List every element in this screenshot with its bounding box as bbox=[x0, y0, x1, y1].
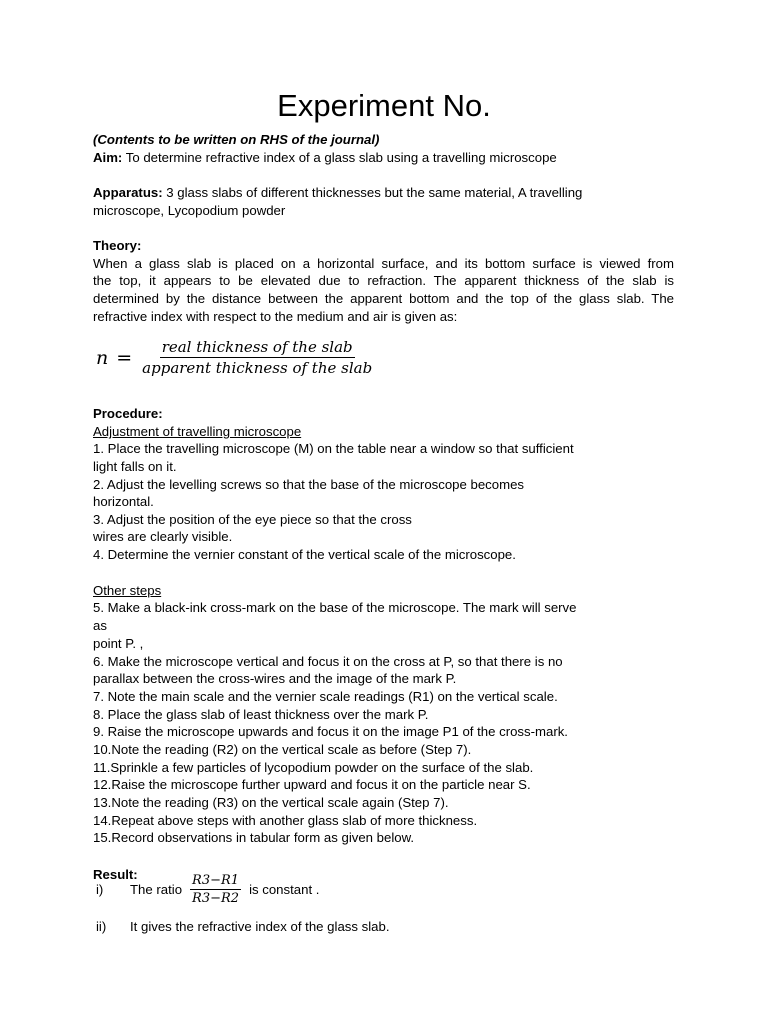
theory-line: refractive index with respect to the medium and air is given as: bbox=[93, 309, 458, 324]
theory-line: When a glass slab is placed on a horizontal surface, and its bottom surface is viewed from bbox=[93, 256, 674, 271]
procedure-step: 12.Raise the microscope further upward and focus it on the particle near S. bbox=[93, 777, 531, 792]
procedure-step: 13.Note the reading (R3) on the vertical scale again (Step 7). bbox=[93, 795, 449, 810]
procedure-step: 9. Raise the microscope upwards and focus it on the image P1 of the cross-mark. bbox=[93, 724, 568, 739]
theory-heading: Theory: bbox=[93, 238, 142, 253]
result-item-number: i) bbox=[96, 882, 104, 897]
result-item-number: ii) bbox=[96, 919, 107, 934]
procedure-step: 8. Place the glass slab of least thickness over the mark P. bbox=[93, 707, 429, 722]
procedure-step: 1. Place the travelling microscope (M) on the table near a window so that sufficient bbox=[93, 441, 574, 456]
procedure-step: 2. Adjust the levelling screws so that the base of the microscope becomes bbox=[93, 477, 525, 492]
result-ratio-prefix: The ratio bbox=[130, 882, 183, 897]
formula-lhs: n bbox=[96, 346, 109, 369]
apparatus-label: Apparatus: bbox=[93, 185, 163, 200]
result-item-text: It gives the refractive index of the glass slab. bbox=[130, 919, 390, 934]
aim-label: Aim: bbox=[93, 150, 123, 165]
result-item-2 bbox=[96, 918, 390, 935]
procedure-step: horizontal. bbox=[93, 494, 154, 509]
procedure-step: 7. Note the main scale and the vernier scale readings (R1) on the vertical scale. bbox=[93, 689, 558, 704]
procedure-step: 11.Sprinkle a few particles of lycopodium powder on the surface of the slab. bbox=[93, 760, 534, 775]
apparatus-line-1 bbox=[93, 184, 582, 201]
theory-line: the top, it appears to be elevated due to refraction. The apparent thickness of the slab is bbox=[93, 273, 674, 288]
result-ratio-suffix: is constant . bbox=[249, 882, 320, 897]
page-title: Experiment No. bbox=[277, 88, 491, 123]
procedure-heading: Procedure: bbox=[93, 406, 163, 421]
procedure-subheading-other: Other steps bbox=[93, 583, 162, 598]
result-item-1 bbox=[96, 873, 319, 906]
formula-fraction bbox=[140, 338, 374, 377]
formula-equals: = bbox=[116, 346, 133, 369]
procedure-step: parallax between the cross-wires and the image of the mark P. bbox=[93, 671, 457, 686]
result-ratio-fraction bbox=[190, 873, 241, 906]
procedure-step: 10.Note the reading (R2) on the vertical scale as before (Step 7). bbox=[93, 742, 472, 757]
aim-line bbox=[93, 149, 557, 166]
procedure-step: light falls on it. bbox=[93, 459, 177, 474]
formula-denominator: apparent thickness of the slab bbox=[142, 359, 373, 377]
ratio-numerator: R3−R1 bbox=[192, 873, 240, 888]
procedure-step: wires are clearly visible. bbox=[93, 529, 233, 544]
ratio-denominator: R3−R2 bbox=[192, 891, 240, 906]
refractive-index-formula bbox=[96, 338, 374, 377]
procedure-subheading-adjustment: Adjustment of travelling microscope bbox=[93, 424, 302, 439]
procedure-step: 5. Make a black-ink cross-mark on the base of the microscope. The mark will serve bbox=[93, 600, 577, 615]
journal-note: (Contents to be written on RHS of the journal) bbox=[93, 132, 380, 147]
procedure-step: 15.Record observations in tabular form as given below. bbox=[93, 830, 415, 845]
procedure-step: point P. , bbox=[93, 636, 144, 651]
formula-numerator: real thickness of the slab bbox=[161, 338, 353, 356]
result-heading: Result: bbox=[93, 867, 138, 882]
theory-line: determined by the distance between the apparent bottom and the top of the glass slab. The bbox=[93, 291, 674, 306]
aim-text: To determine refractive index of a glass slab using a travelling microscope bbox=[122, 150, 557, 165]
apparatus-line-2: microscope, Lycopodium powder bbox=[93, 203, 286, 218]
procedure-step: as bbox=[93, 618, 107, 633]
procedure-step: 4. Determine the vernier constant of the vertical scale of the microscope. bbox=[93, 547, 516, 562]
apparatus-text-1: 3 glass slabs of different thicknesses but the same material, A travelling bbox=[162, 185, 583, 200]
procedure-step: 3. Adjust the position of the eye piece so that the cross bbox=[93, 512, 412, 527]
procedure-step: 6. Make the microscope vertical and focus it on the cross at P, so that there is no bbox=[93, 654, 563, 669]
procedure-step: 14.Repeat above steps with another glass slab of more thickness. bbox=[93, 813, 478, 828]
